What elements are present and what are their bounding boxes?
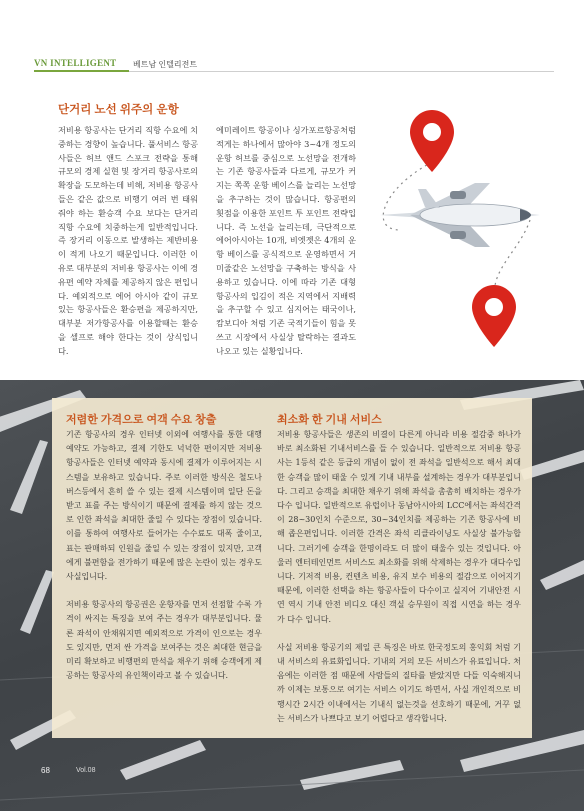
page-header — [0, 58, 584, 72]
paragraph: 기존 항공사의 경우 인터넷 이외에 여행사를 통한 대행 예약도 가능하고, 결제 기한도 넉넉한 편이지만 저비용 항공사들은 인터넷 예약과 동시에 결제가 이루어지는 시스템을 보유하고 있습니다. 주로 이러한 방식은 철도나 버스등에서 흔히 쓸 수 있는 결제 시스템이며 일단 돈을 받고 표를 주는 방식이기 때문에 결제를 하지 않는 것으로 인한 좌석을 최대한 줄일 수 있다는 장점이 있습니다. 이를 통하여 여행사로 들어가는 수수료도 대폭 줄이고, 표는 판매하되 인원을 줄일 수 있는 장점이 있지만, 고객에게 불편함을 전가하기 때문에 많은 논란이 있는 경우도 사실입니다. — [66, 430, 262, 582]
paragraph: 사실 저비용 항공기의 제일 큰 특징은 바로 한국정도의 홍익회 처럼 기내 서비스의 유료화입니다. 기내의 거의 모든 서비스가 유료입니다. 처음에는 이러한 점 때문에 사람들의 질타를 받았지만 다들 익숙해지니까 이제는 보통으로 여기는 서비스 이기도 하면서, 사실 개인적으로 비행시간 2시간 이내에서는 기내식 없는것을 선호하기 때문에, 거꾸 없는 서비스가 나쁘다고 보기 어렵다고 생각합니다. — [277, 642, 521, 723]
section-heading-inflight-service: 최소화 한 기내 서비스 — [277, 414, 382, 426]
airplane-illustration — [380, 183, 540, 247]
page-number: 68 — [41, 766, 50, 775]
header-accent-rule — [34, 70, 129, 72]
brand-title: VN INTELLIGENT — [34, 58, 117, 68]
brand-subtitle: 베트남 인텔리전트 — [133, 60, 198, 69]
route-illustration — [360, 110, 570, 370]
paragraph: 저비용 항공사들은 생존의 비결이 다른게 아니라 비용 절감중 하나가 바로 최소화된 기내서비스를 들 수 있습니다. 일반적으로 저비용 항공사는 1등석 같은 등급의 개념이 없이 전 좌석을 일반석으로 해서 최대한 승객을 많이 태울 수 있게 기내 내부를 설계하는 경우가 대부분입니다. 그리고 승객을 최대한 채우기 위해 좌석을 촘촘히 배치하는 경우가 다수 입니다. 일반적으로 유럽이나 동남아시아의 LCC에서는 좌석간격이 28~30인치 수준으로, 30~34인치를 제공하는 기존 항공사에 비해 좁은편입니다. 이러한 간격은 좌석 리클라이닝도 사실상 불가능합니다. 그러기에 승객을 한명이라도 더 많이 태울수 있는 것입니다. 아울러 엔터테인먼트 서비스도 최소화를 위해 삭제하는 경우가 대다수입니다. 기저적 비용, 컨텐츠 비용, 유지 보수 비용의 절감으로 이어지기 때문에, 이러한 선택을 하는 항공사들이 다수이고 실지어 기내안전 시연 역시 기내 안전 비디오 대신 객실 승무원이 직접 시연을 하는 경우가 다수 입니다. — [277, 430, 522, 624]
volume-label: Vol.08 — [76, 767, 96, 774]
section-heading-low-price: 저렴한 가격으로 여객 수요 창출 — [66, 414, 217, 426]
paragraph: 저비용 항공사의 항공권은 운항자를 먼저 선점할 수록 가격이 싸지는 특징을 보여 주는 경우가 대부분입니다. 물론 좌석이 안채워지면 예외적으로 가격이 인으로는 경우도 있지만, 먼저 싼 가격을 보여주는 것은 최대한 현금을 미리 확보하고 비행편의 만석을 채우기 위해 승객에게 제공하는 항공사의 유인책이라고 볼 수 있습니다. — [66, 600, 262, 681]
body-column-left: 저비용 항공사는 단거리 직항 수요에 치중하는 경향이 높습니다. 풀서비스 항공사들은 허브 앤드 스포크 전략을 통해 규모의 경제 실현 및 장거리 항공사로의 확장을 도모하는데 비해, 저비용 항공사들은 같은 값으로 비행기 여러 번 태워줘야 하는 환승객 수요 보다는 단거리 직항 수요에 치중하는게 일반적입니다. 즉 장거리 이동으로 발생하는 제반비용이 적게 나오기 때문입니다. 이러한 이유로 대부분의 저비용 항공사는 이에 경유편 예약 자체를 제공하지 않은 편입니다. 예외적으로 에어 아시아 같이 규모 있는 항공사들은 환승편을 제공하지만, 대부분 저가항공사를 이용할때는 환승을 셀프로 해야 한다는 것이 상식입니다. — [58, 125, 198, 356]
body-column-bottom-left — [66, 428, 262, 697]
location-pin-icon — [472, 285, 516, 347]
section-heading-short-haul: 단거리 노선 위주의 운항 — [58, 104, 179, 116]
location-pin-icon — [410, 110, 454, 172]
body-column-bottom-right — [277, 428, 521, 740]
body-column-right: 에미레이트 항공이나 싱가포르항공처럼 적게는 하나에서 많아야 3~4개 정도의 운항 허브를 중심으로 노선망을 전개하는 기존 항공사들과 다르게, 규모가 커지는 쪽쪽 운항 베이스를 늘리는 노선망을 추구하는 것이 많습니다. 항공편의 횟점을 이용한 포인트 투 포인트 전략입니다. 즉 노선을 늘리는데, 극단적으로 에어아시아는 10개, 비엣젯은 4개의 운항 베이스를 공식적으로 운영하면서 거미줄같은 노선망을 구축하는 방식을 사용하고 있습니다. 이에 따라 기존 대형 항공사의 입김이 적은 지역에서 지배력을 추구할 수 있고 심지어는 태국이나, 캄보디아 처럼 기존 국적기들이 힘을 못쓰고 시장에서 사실상 탈락하는 결과도 나오고 있는 실황입니다. — [216, 125, 356, 356]
